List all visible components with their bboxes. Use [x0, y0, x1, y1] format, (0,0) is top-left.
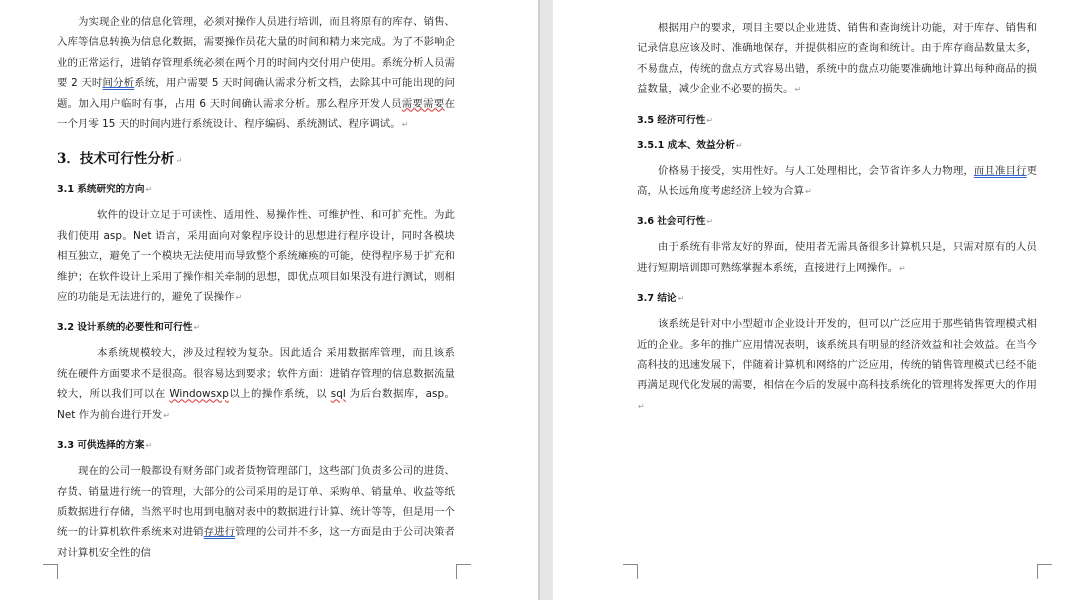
- document-page-right: [553, 0, 1083, 600]
- heading-3-2: 3.2 设计系统的必要性和可行性↵: [57, 322, 201, 334]
- grammar-flag[interactable]: 间分析: [102, 77, 135, 90]
- grammar-flag[interactable]: 存进行: [203, 526, 236, 539]
- spelling-flag[interactable]: sql: [330, 388, 346, 401]
- heading-3-5: 3.5 经济可行性↵: [637, 114, 714, 126]
- heading-3-5-1: 3.5.1 成本、效益分析↵: [637, 139, 743, 151]
- paragraph-necessity: 本系统规模较大，涉及过程较为复杂。因此适合 采用数据库管理，而且该系统在硬件方面要求不是很高。很容易达到要求；软件方面：进销存管理的信息数据流量较大，所以我们可以在 Windowsxp以上的操作系统，以 sql 为后台数据库，asp。Net 作为前台进行开发↵: [57, 347, 455, 421]
- paragraph-project-schedule: 为实现企业的信息化管理，必须对操作人员进行培训，而且将原有的库存、销售、入库等信息转换为信息化数据，需要操作员花大量的时间和精力来完成。为了不影响企业的正常运行，进销存管理系统必须在两个月的时间内交付用户使用。系统分析人员需要 2 天时间分析系统，用户需要 5 天时间确认需求分析文档，去除其中可能出现的问题。加入用户临时有事，占用 6 天时间确认需求分析。那么程序开发人员需要需要在一个月零 15 天的时间内进行系统设计、程序编码、系统测试、程序调试。↵: [57, 16, 455, 131]
- grammar-flag[interactable]: 而且准目行: [973, 164, 1027, 177]
- spelling-flag[interactable]: Windowsxp: [169, 388, 229, 401]
- paragraph-requirements: 根据用户的要求，项目主要以企业进货、销售和查询统计功能，对于库存、销售和记录信息应该及时、准确地保存，并提供相应的查询和统计。由于库存商品数量太多，不易盘点，传统的盘点方式容易出错，系统中的盘点功能要准确地计算出每种商品的损益数量，减少企业不必要的损失。↵: [637, 22, 1037, 96]
- heading-3-7: 3.7 结论↵: [637, 293, 685, 305]
- heading-3-6: 3.6 社会可行性↵: [637, 216, 714, 228]
- heading-3-3: 3.3 可供选择的方案↵: [57, 440, 153, 452]
- page-corner-mark: [1037, 564, 1052, 579]
- page-left-content: [57, 12, 455, 563]
- heading-technical-feasibility: 3．技术可行性分析↵: [57, 151, 183, 168]
- heading-3-1: 3.1 系统研究的方向↵: [57, 184, 153, 196]
- page-right-content: [637, 18, 1037, 417]
- paragraph-conclusion: 该系统是针对中小型超市企业设计开发的，但可以广泛应用于那些销售管理模式相近的企业。多年的推广应用情况表明，该系统具有明显的经济效益和社会效益。在当今高科技的迅速发展下，伴随着计算机和网络的广泛应用，传统的销售管理模式已经不能再满足现代化发展的需要，相信在今后的发展中高科技系统化的管理将发挥更大的作用↵: [637, 318, 1037, 411]
- page-corner-mark: [623, 564, 638, 579]
- document-page-left: [0, 0, 538, 600]
- paragraph-cost-benefit: 价格易于接受，实用性好。与人工处理相比，会节省许多人力物理，而且准目行更高，从长远角度考虑经济上较为合算↵: [637, 164, 1038, 198]
- page-gap: [538, 0, 553, 600]
- spelling-flag[interactable]: 需要需要: [401, 97, 445, 110]
- page-corner-mark: [43, 564, 58, 579]
- page-corner-mark: [456, 564, 471, 579]
- paragraph-mark: ↵: [401, 120, 409, 130]
- paragraph-research-direction: 软件的设计立足于可读性、适用性、易操作性、可维护性、和可扩充性。为此我们使用 asp。Net 语言，采用面向对象程序设计的思想进行程序设计，同时各模块相互独立，避免了一个模块无法使用而导致整个系统瘫痪的可能，使得程序易于扩充和维护；在软件设计上采用了操作相关牵制的思想，即优点项目如果没有进行测试，则相应的功能是无法进行的，避免了误操作↵: [57, 209, 455, 304]
- paragraph-social-feasibility: 由于系统有非常友好的界面，使用者无需具备很多计算机只是，只需对原有的人员进行短期培训即可熟练掌握本系统，直接进行上网操作。↵: [637, 241, 1037, 274]
- paragraph-options: 现在的公司一般都设有财务部门或者货物管理部门，这些部门负责多公司的进货、存货、销量进行统一的管理，大部分的公司采用的是订单、采购单、销量单、收益等纸质数据进行存储，当然平时也用到电脑对表中的数据进行计算、统计等等，但是用一个统一的计算机软件系统来对进销存进行管理的公司并不多，这一方面是由于公司决策者对计算机安全性的信: [57, 465, 455, 559]
- page-shadow: [538, 0, 540, 600]
